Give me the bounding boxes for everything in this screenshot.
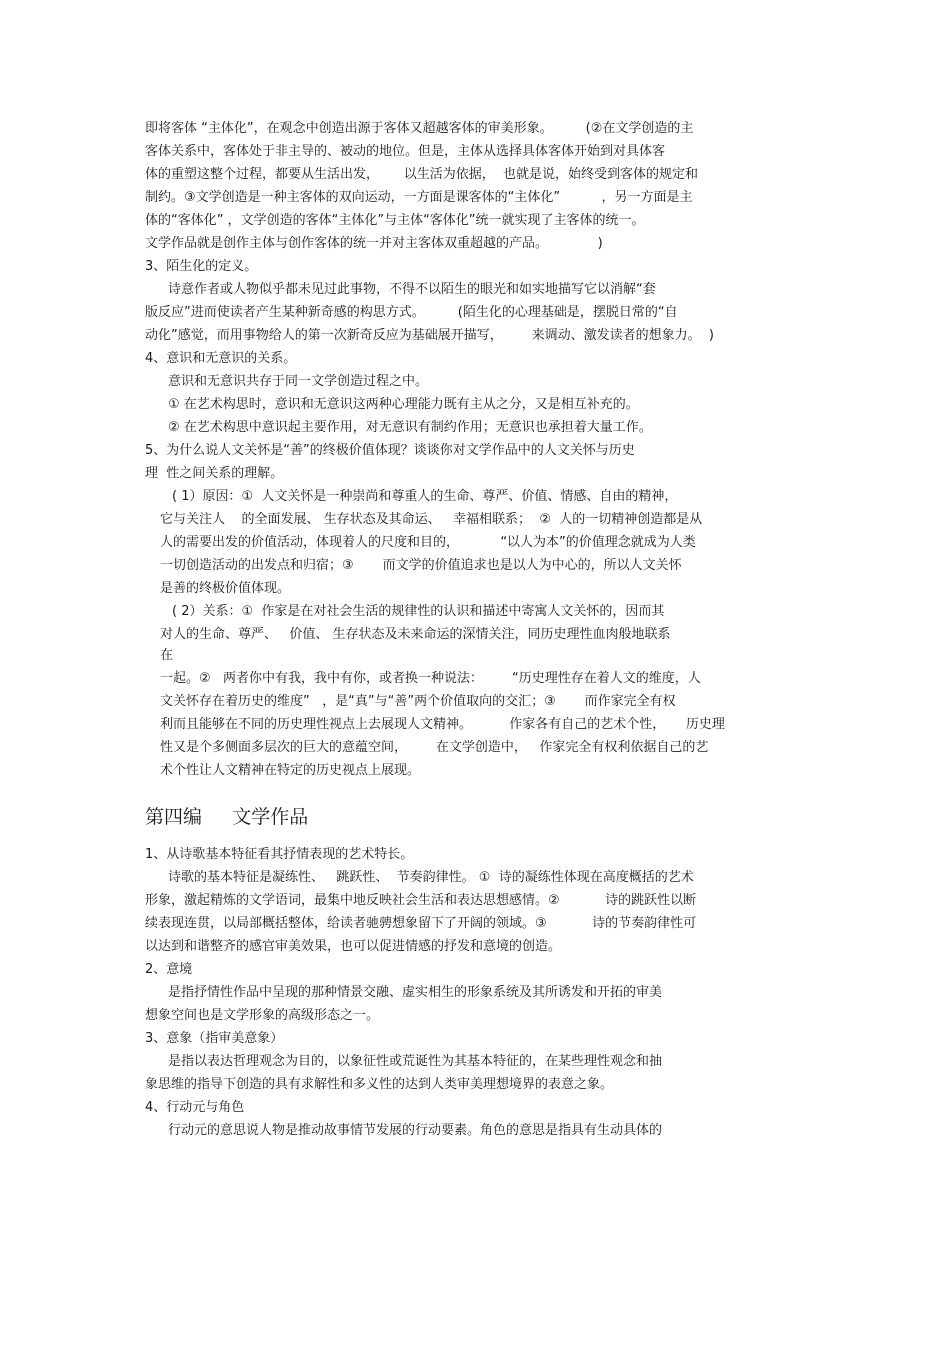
question-title: 4、意识和无意识的关系。 [145, 351, 297, 366]
text-line: 动化”感觉，而用事物给人的第一次新奇反应为基础展开描写， 来调动、激发读者的想象力。 ) [145, 328, 714, 343]
text-line: 形象，激起精炼的文学语词，最集中地反映社会生活和表达思想感情。② 诗的跳跃性以断 [145, 893, 697, 908]
question-title: 1、从诗歌基本特征看其抒情表现的艺术特长。 [145, 847, 414, 862]
text-line: 诗歌的基本特征是凝练性、 跳跃性、 节奏韵律性。 ① 诗的凝练性体现在高度概括的艺术 [168, 870, 694, 885]
text-line: 文关怀存在着历史的维度” ，是“真”与“善”两个价值取向的交汇；③ 而作家完全有权 [160, 694, 676, 709]
text-line: 性又是个多侧面多层次的巨大的意蕴空间， 在文学创造中， 作家完全有权利依据自己的艺 [160, 740, 709, 755]
text-line: 术个性让人文精神在特定的历史视点上展现。 [160, 763, 421, 778]
text-line: 是善的终极价值体现。 [160, 581, 291, 596]
question-title: 4、行动元与角色 [145, 1100, 245, 1115]
text-line: 以达到和谐整齐的感官审美效果，也可以促进情感的抒发和意境的创造。 [145, 939, 562, 954]
text-line: 想象空间也是文学形象的高级形态之一。 [145, 1008, 380, 1023]
text-line: 体的“客体化” ，文学创造的客体“主体化”与主体“客体化”统一就实现了主客体的统一。 [145, 213, 645, 228]
section-heading: 第四编 文学作品 [145, 806, 309, 828]
text-line: 它与关注人 的全面发展、 生存状态及其命运、 幸福相联系； ② 人的一切精神创造都是从 [160, 512, 703, 527]
text-line: 诗意作者或人物似乎都未见过此事物，不得不以陌生的眼光和如实地描写它以消解“套 [168, 282, 656, 297]
text-line: 一切创造活动的出发点和归宿；③ 而文学的价值追求也是以人为中心的，所以人文关怀 [160, 558, 682, 573]
text-line: 体的重塑这整个过程，都要从生活出发， 以生活为依据， 也就是说，始终受到客体的规定和 [145, 167, 699, 182]
text-line: 利而且能够在不同的历史理性视点上去展现人文精神。 作家各有自己的艺术个性， 历史理 [160, 717, 725, 732]
text-line: ② 在艺术构思中意识起主要作用，对无意识有制约作用；无意识也承担着大量工作。 [168, 420, 652, 435]
text-line: 对人的生命、尊严、 价值、 生存状态及未来命运的深情关注，同历史理性血肉般地联系 [160, 627, 671, 642]
text-line: ( 1）原因：① 人文关怀是一种崇尚和尊重人的生命、尊严、价值、情感、自由的精神， [172, 489, 678, 504]
text-line: 是指抒情性作品中呈现的那种情景交融、虚实相生的形象系统及其所诱发和开拓的审美 [168, 985, 663, 1000]
text-line: 是指以表达哲理观念为目的，以象征性或荒诞性为其基本特征的，在某些理性观念和抽 [168, 1054, 663, 1069]
question-title: 2、意境 [145, 962, 193, 977]
text-line: ① 在艺术构思时，意识和无意识这两种心理能力既有主从之分，又是相互补充的。 [168, 397, 639, 412]
question-title: 3、陌生化的定义。 [145, 259, 258, 274]
text-line: 行动元的意思说人物是推动故事情节发展的行动要素。角色的意思是指具有生动具体的 [168, 1123, 663, 1138]
text-line: 一起。② 两者你中有我，我中有你，或者换一种说法： “历史理性存在着人文的维度，人 [160, 671, 701, 686]
question-title: 3、意象（指审美意象） [145, 1031, 284, 1046]
text-line: ( 2）关系：① 作家是在对社会生活的规律性的认识和描述中寄寓人文关怀的，因而其 [172, 604, 665, 619]
text-line: 人的需要出发的价值活动，体现着人的尺度和目的， “以人为本”的价值理念就成为人类 [160, 535, 696, 550]
question-title: 理 性之间关系的理解。 [145, 466, 284, 481]
text-line: 即将客体 “主体化”，在观念中创造出源于客体又超越客体的审美形象。 (②在文学创造的主 [145, 121, 694, 136]
text-line: 在 [160, 648, 174, 663]
text-line: 客体关系中，客体处于非主导的、被动的地位。但是，主体从选择具体客体开始到对具体客 [145, 144, 666, 159]
text-line: 版反应”进而使读者产生某种新奇感的构思方式。 (陌生化的心理基础是，摆脱日常的“自 [145, 305, 678, 320]
text-line: 象思维的指导下创造的具有求解性和多义性的达到人类审美理想境界的表意之象。 [145, 1077, 614, 1092]
text-line: 制约。③文学创造是一种主客体的双向运动，一方面是课客体的“主体化” ，另一方面是主 [145, 190, 693, 205]
text-line: 续表现连贯，以局部概括整体，给读者驰骋想象留下了开阔的领域。③ 诗的节奏韵律性可 [145, 916, 697, 931]
text-line: 意识和无意识共存于同一文学创造过程之中。 [168, 374, 429, 389]
text-line: 文学作品就是创作主体与创作客体的统一并对主客体双重超越的产品。 ) [145, 236, 603, 251]
question-title: 5、为什么说人文关怀是“善”的终极价值体现？谈谈你对文学作品中的人文关怀与历史 [145, 443, 635, 458]
